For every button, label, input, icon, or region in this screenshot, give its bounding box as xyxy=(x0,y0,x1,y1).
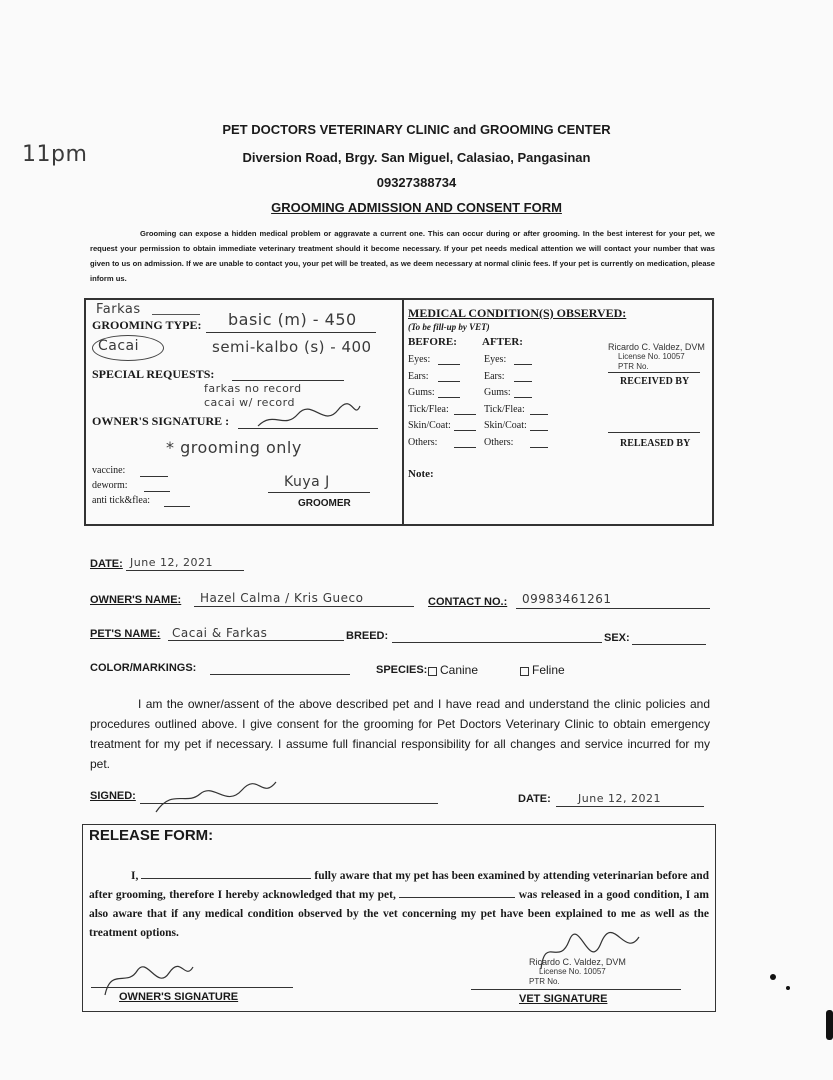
vet-stamp xyxy=(608,342,705,372)
color-label: COLOR/MARKINGS: xyxy=(90,662,197,674)
check-before-label: Ears: xyxy=(408,370,429,382)
contact-line xyxy=(516,608,710,609)
hw-farkas: Farkas xyxy=(96,302,141,317)
hw-groomer: Kuya J xyxy=(284,474,330,490)
clinic-name: PET DOCTORS VETERINARY CLINIC and GROOMING CENTER xyxy=(222,122,611,137)
check-row xyxy=(408,354,568,371)
vaccine-line[interactable] xyxy=(140,476,168,477)
owner-signature-label: OWNER'S SIGNATURE : xyxy=(92,414,230,428)
check-after-label: Others: xyxy=(484,436,514,448)
check-before-blank[interactable] xyxy=(438,397,460,398)
owner-sig-line xyxy=(91,987,293,988)
received-line[interactable] xyxy=(608,372,700,373)
release-text-c: was released in a good condition, I am also aware that if any medical condition observed by the vet concerning my pet have been explained to me as well as the treatment options. xyxy=(89,889,710,939)
stamp-license: License No. 10057 xyxy=(618,352,685,361)
check-row xyxy=(408,437,568,454)
before-label: BEFORE: xyxy=(408,336,457,348)
release-stamp-license: License No. 10057 xyxy=(539,967,606,976)
check-after-blank[interactable] xyxy=(530,430,548,431)
groomer-line[interactable] xyxy=(268,492,370,493)
release-text-b: fully aware that my pet has been examined by attending veterinarian before and after grooming, therefore I hereby acknowledged that my pet, xyxy=(89,870,709,901)
hw-grooming-1[interactable]: basic (m) - 450 xyxy=(228,310,357,329)
color-line[interactable] xyxy=(210,674,350,675)
antitick-line[interactable] xyxy=(164,506,190,507)
groomer-label: GROOMER xyxy=(298,498,351,509)
contact-label: CONTACT NO.: xyxy=(428,596,508,608)
release-owner-blank[interactable] xyxy=(141,878,311,879)
hw-requests-1[interactable]: farkas no record xyxy=(204,382,302,395)
owner-name-line xyxy=(194,606,414,607)
signed-label: SIGNED: xyxy=(90,790,136,802)
check-before-blank[interactable] xyxy=(438,381,460,382)
species-label: SPECIES: xyxy=(376,664,428,676)
medical-box xyxy=(400,298,714,526)
medical-title: MEDICAL CONDITION(S) OBSERVED: xyxy=(408,306,627,320)
vet-sig-label: VET SIGNATURE xyxy=(519,993,608,1005)
sex-label: SEX: xyxy=(604,632,630,644)
check-after-label: Gums: xyxy=(484,387,511,398)
medical-subtitle: (To be fill-up by VET) xyxy=(408,322,490,332)
deworm-label: deworm: xyxy=(92,480,128,491)
grooming-box xyxy=(84,298,404,526)
check-before-label: Tick/Flea: xyxy=(408,403,449,415)
stamp-ptr: PTR No. xyxy=(618,362,649,371)
ink-mark xyxy=(826,1010,833,1040)
check-after-label: Ears: xyxy=(484,370,505,382)
check-row xyxy=(408,387,568,404)
hw-grooming-note: * grooming only xyxy=(166,438,302,457)
check-after-blank[interactable] xyxy=(514,381,532,382)
deworm-line[interactable] xyxy=(144,491,170,492)
clinic-address: Diversion Road, Brgy. San Miguel, Calasiao, Pangasinan xyxy=(242,150,591,165)
signed-signature[interactable] xyxy=(150,778,280,818)
sex-line[interactable] xyxy=(632,644,706,645)
stamp-name: Ricardo C. Valdez, DVM xyxy=(608,342,705,352)
pet-name-line xyxy=(168,640,344,641)
note-label: Note: xyxy=(408,468,434,480)
release-pet-blank[interactable] xyxy=(399,897,515,898)
received-by-label: RECEIVED BY xyxy=(620,376,690,387)
margin-note: 11pm xyxy=(22,142,88,167)
signed-date-value[interactable]: June 12, 2021 xyxy=(578,792,661,805)
check-before-label: Skin/Coat: xyxy=(408,420,451,431)
check-after-blank[interactable] xyxy=(530,447,548,448)
antitick-label: anti tick&flea: xyxy=(92,495,151,506)
vet-sig-line xyxy=(471,989,681,990)
date-value[interactable]: June 12, 2021 xyxy=(130,556,213,569)
signed-date-line xyxy=(556,806,704,807)
canine-checkbox[interactable] xyxy=(428,667,437,676)
check-after-blank[interactable] xyxy=(514,364,532,365)
form-title: GROOMING ADMISSION AND CONSENT FORM xyxy=(271,200,562,215)
pet-name-value[interactable]: Cacai & Farkas xyxy=(172,626,268,640)
after-label: AFTER: xyxy=(482,336,523,348)
breed-label: BREED: xyxy=(346,630,389,642)
checks-list xyxy=(408,354,568,453)
release-stamp-name: Ricardo C. Valdez, DVM xyxy=(529,957,626,967)
ink-dot xyxy=(786,986,790,990)
date-label: DATE: xyxy=(90,558,123,570)
grooming-type-label: GROOMING TYPE: xyxy=(92,318,202,332)
owner-name-label: OWNER'S NAME: xyxy=(90,594,182,606)
pet-name-label: PET'S NAME: xyxy=(90,628,161,640)
owner-name-value[interactable]: Hazel Calma / Kris Gueco xyxy=(200,591,364,605)
check-before-label: Eyes: xyxy=(408,354,431,365)
check-after-blank[interactable] xyxy=(530,414,548,415)
vaccine-label: vaccine: xyxy=(92,465,126,476)
intro-text: Grooming can expose a hidden medical problem or aggravate a current one. This can occur during or after grooming. In the best interest for your pet, we request your permission to obtain immediate veterinary treatment should it become necessary. If your pet needs medical attention we will contact your number that was given to us on admission. If we are unable to contact you, your pet will be treated, as we deem necessary at normal clinic fees. If your pet is currently on medication, please inform us. xyxy=(90,229,715,283)
release-box xyxy=(82,824,716,1012)
check-row xyxy=(408,404,568,421)
release-stamp-ptr: PTR No. xyxy=(529,977,560,986)
feline-label: Feline xyxy=(532,663,565,677)
signed-date-label: DATE: xyxy=(518,793,551,805)
feline-checkbox[interactable] xyxy=(520,667,529,676)
contact-value[interactable]: 09983461261 xyxy=(522,592,612,606)
hw-cacai: Cacai xyxy=(98,338,140,354)
strike-mark xyxy=(152,300,200,315)
check-before-blank[interactable] xyxy=(454,430,476,431)
release-text-a: I, xyxy=(131,870,142,882)
owner-signature-scribble[interactable] xyxy=(254,400,364,434)
special-requests-label: SPECIAL REQUESTS: xyxy=(92,367,215,381)
special-requests-line xyxy=(232,380,344,381)
check-after-label: Tick/Flea: xyxy=(484,403,525,415)
check-before-label: Gums: xyxy=(408,387,435,398)
hw-requests-2[interactable]: cacai w/ record xyxy=(204,396,295,409)
grooming-type-line xyxy=(206,332,376,333)
breed-line[interactable] xyxy=(392,642,602,643)
check-row xyxy=(408,420,568,437)
check-before-label: Others: xyxy=(408,436,438,448)
check-row xyxy=(408,371,568,388)
check-after-label: Skin/Coat: xyxy=(484,420,527,431)
vet-signature-scribble[interactable] xyxy=(535,929,645,979)
canine-label: Canine xyxy=(440,663,479,677)
clinic-phone: 09327388734 xyxy=(376,175,457,190)
date-line xyxy=(126,570,244,571)
hw-grooming-2[interactable]: semi-kalbo (s) - 400 xyxy=(212,338,372,356)
check-after-label: Eyes: xyxy=(484,354,507,365)
consent-text: I am the owner/assent of the above described pet and I have read and understand the clinic policies and procedures outlined above. I give consent for the grooming for Pet Doctors Veterinary Clinic to obtain emergency treatment for my pet if necessary. I assume full financial responsibility for all changes and service incurred for my pet. xyxy=(90,697,710,771)
owner-sig-label: OWNER'S SIGNATURE xyxy=(119,991,239,1003)
check-before-blank[interactable] xyxy=(454,414,476,415)
check-after-blank[interactable] xyxy=(514,397,532,398)
ink-dot xyxy=(770,974,776,980)
released-line[interactable] xyxy=(608,432,700,433)
release-title: RELEASE FORM: xyxy=(89,827,214,844)
check-before-blank[interactable] xyxy=(454,447,476,448)
check-before-blank[interactable] xyxy=(438,364,460,365)
released-by-label: RELEASED BY xyxy=(620,438,691,449)
